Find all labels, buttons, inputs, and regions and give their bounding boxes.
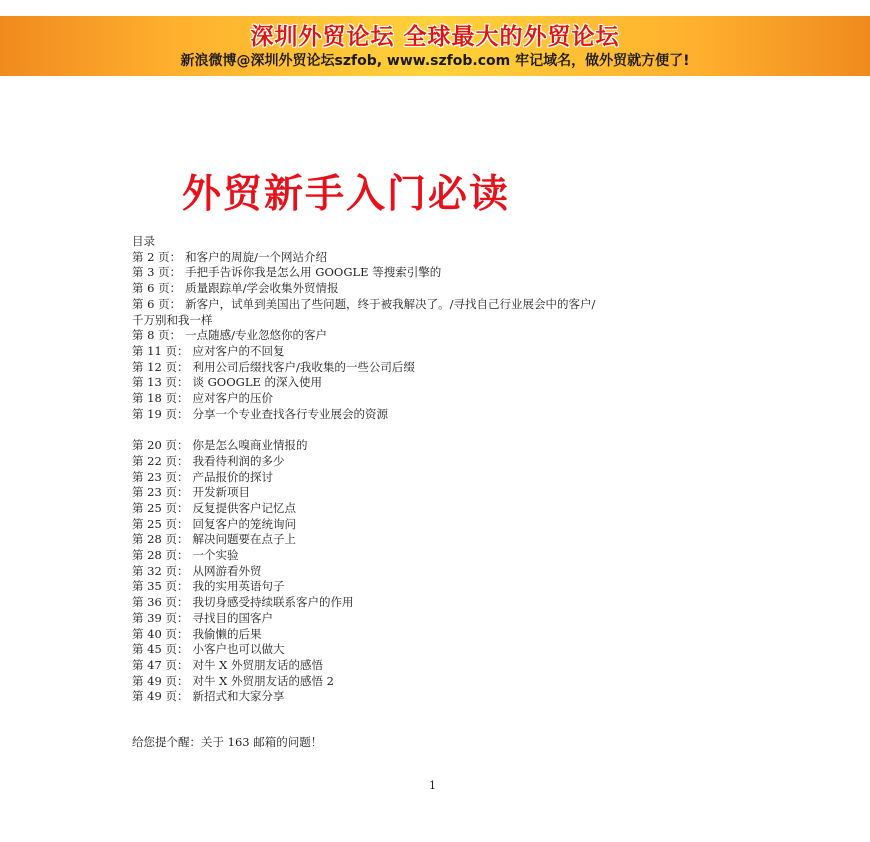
toc-entry <box>132 250 772 266</box>
toc-entry-text: 反复提供客户记忆点 <box>192 500 296 515</box>
toc-entry-text: 和客户的周旋/一个网站介绍 <box>185 249 328 264</box>
toc-entry-page: 第 40 页： <box>132 626 189 641</box>
toc-entry <box>132 579 772 595</box>
toc-entry <box>132 548 772 564</box>
toc-entry <box>132 407 772 423</box>
toc-entry-page: 第 23 页： <box>132 485 189 500</box>
toc-entry <box>132 375 772 391</box>
toc-entry <box>132 627 772 643</box>
toc-entry-text: 小客户也可以做大 <box>192 642 285 657</box>
toc-entry <box>132 313 772 329</box>
toc-group-1 <box>132 250 772 423</box>
toc-entry-text: 开发新项目 <box>192 485 250 500</box>
toc-entry <box>132 391 772 407</box>
toc-entry-text: 我切身感受持续联系客户的作用 <box>192 595 354 610</box>
toc-entry <box>132 689 772 705</box>
toc-spacer <box>132 422 772 438</box>
toc-entry <box>132 485 772 501</box>
toc-entry <box>132 438 772 454</box>
toc-entry <box>132 344 772 360</box>
toc-entry-text: 手把手告诉你我是怎么用 GOOGLE 等搜索引擎的 <box>185 265 442 280</box>
toc-entry-page: 第 28 页： <box>132 532 189 547</box>
toc-entry-page: 第 3 页： <box>132 265 182 280</box>
toc-entry-text: 一点随感/专业忽悠你的客户 <box>185 328 328 343</box>
table-of-contents <box>132 234 772 705</box>
toc-entry-text: 对牛 X 外贸朋友话的感悟 2 <box>192 673 334 688</box>
toc-entry <box>132 265 772 281</box>
toc-entry-page: 第 12 页： <box>132 359 189 374</box>
toc-entry <box>132 501 772 517</box>
toc-entry-text: 我看待利润的多少 <box>192 453 285 468</box>
toc-entry <box>132 642 772 658</box>
toc-entry <box>132 595 772 611</box>
toc-entry-page: 第 25 页： <box>132 500 189 515</box>
toc-entry-page: 第 36 页： <box>132 595 189 610</box>
toc-entry-text: 我偷懒的后果 <box>192 626 262 641</box>
toc-entry-text: 回复客户的笼统询问 <box>192 516 296 531</box>
toc-entry-page: 第 20 页： <box>132 438 189 453</box>
toc-entry-page: 第 39 页： <box>132 610 189 625</box>
toc-entry-page: 第 19 页： <box>132 406 189 421</box>
toc-entry-page: 第 6 页： <box>132 296 182 311</box>
toc-entry-text: 解决问题要在点子上 <box>192 532 296 547</box>
banner-title: 深圳外贸论坛 全球最大的外贸论坛 <box>250 24 620 50</box>
toc-entry-page: 第 45 页： <box>132 642 189 657</box>
toc-entry-text: 对牛 X 外贸朋友话的感悟 <box>192 657 323 672</box>
toc-entry-text: 产品报价的探讨 <box>192 469 273 484</box>
toc-entry-page: 第 2 页： <box>132 249 182 264</box>
toc-entry-text: 寻找目的国客户 <box>192 610 273 625</box>
toc-entry <box>132 517 772 533</box>
toc-entry <box>132 674 772 690</box>
toc-entry-page: 第 11 页： <box>132 343 189 358</box>
toc-entry-page: 第 23 页： <box>132 469 189 484</box>
banner-subtitle: 新浪微博@深圳外贸论坛szfob, www.szfob.com 牢记域名，做外贸就方便了! <box>180 53 690 69</box>
reminder-note: 给您提个醒：关于 163 邮箱的问题！ <box>132 735 323 749</box>
toc-entry-text: 利用公司后缀找客户/我收集的一些公司后缀 <box>192 359 415 374</box>
toc-entry <box>132 532 772 548</box>
toc-entry <box>132 281 772 297</box>
toc-entry-page: 第 49 页： <box>132 689 189 704</box>
toc-entry <box>132 564 772 580</box>
toc-entry-page: 第 6 页： <box>132 281 182 296</box>
toc-entry <box>132 658 772 674</box>
toc-entry-text: 千万别和我一样 <box>132 312 213 327</box>
forum-banner[interactable] <box>0 16 870 76</box>
toc-entry-page: 第 13 页： <box>132 375 189 390</box>
toc-entry-page: 第 28 页： <box>132 548 189 563</box>
toc-entry-text: 从网游看外贸 <box>192 563 262 578</box>
toc-entry-page: 第 22 页： <box>132 453 189 468</box>
toc-entry-text: 一个实验 <box>192 548 239 563</box>
toc-entry <box>132 454 772 470</box>
toc-entry-text: 新招式和大家分享 <box>192 689 285 704</box>
toc-entry-text: 我的实用英语句子 <box>192 579 285 594</box>
toc-entry-text: 质量跟踪单/学会收集外贸情报 <box>185 281 339 296</box>
toc-entry-text: 分享一个专业查找各行专业展会的资源 <box>192 406 388 421</box>
toc-entry <box>132 611 772 627</box>
toc-entry-page: 第 25 页： <box>132 516 189 531</box>
toc-entry-page: 第 49 页： <box>132 673 189 688</box>
toc-entry <box>132 360 772 376</box>
toc-entry-page: 第 47 页： <box>132 657 189 672</box>
toc-entry-page: 第 18 页： <box>132 391 189 406</box>
toc-group-2 <box>132 438 772 705</box>
toc-entry-text: 你是怎么嗅商业情报的 <box>192 438 308 453</box>
toc-entry <box>132 297 772 313</box>
toc-heading: 目录 <box>132 234 155 248</box>
toc-entry-text: 新客户，试单到美国出了些问题，终于被我解决了。/寻找自己行业展会中的客户/ <box>185 296 596 311</box>
toc-entry-page: 第 8 页： <box>132 328 182 343</box>
toc-entry-page: 第 32 页： <box>132 563 189 578</box>
toc-entry <box>132 328 772 344</box>
toc-entry <box>132 470 772 486</box>
toc-entry-text: 谈 GOOGLE 的深入使用 <box>192 375 323 390</box>
page-number: 1 <box>429 779 436 792</box>
toc-entry-text: 应对客户的不回复 <box>192 343 285 358</box>
toc-entry-text: 应对客户的压价 <box>192 391 273 406</box>
toc-entry-page: 第 35 页： <box>132 579 189 594</box>
document-title: 外贸新手入门必读 <box>182 171 511 217</box>
